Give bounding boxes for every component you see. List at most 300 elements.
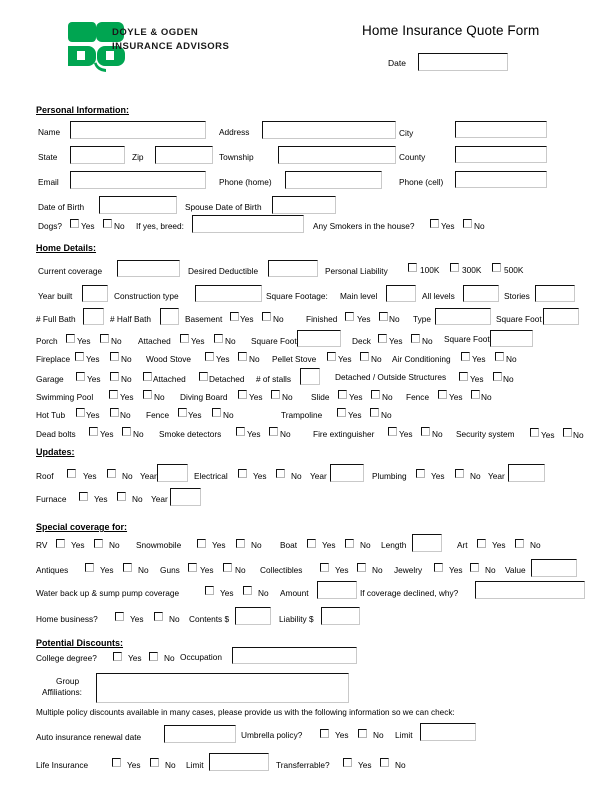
college-degree-no-checkbox[interactable]	[149, 652, 158, 661]
roof-year-label: Year	[140, 471, 157, 481]
dog-breed-input[interactable]	[192, 215, 304, 233]
guns-yes-label: Yes	[200, 565, 214, 575]
security-system-no-label: No	[573, 430, 584, 440]
all-levels-input[interactable]	[463, 285, 499, 302]
liability-300k-checkbox[interactable]	[450, 263, 459, 272]
jewelry-no-label: No	[485, 565, 496, 575]
hot-tub-fence-no-checkbox[interactable]	[212, 408, 221, 417]
boat-length-label: Length	[381, 540, 407, 550]
porch-attached-yes-label: Yes	[191, 336, 205, 346]
outside-structures-yes-label: Yes	[470, 374, 484, 384]
water-backup-no-label: No	[258, 588, 269, 598]
porch-yes-checkbox[interactable]	[66, 334, 75, 343]
security-system-label: Security system	[456, 429, 515, 439]
wood-stove-yes-label: Yes	[216, 354, 230, 364]
transferrable-no-label: No	[395, 760, 406, 770]
main-level-label: Main level	[340, 291, 378, 301]
water-backup-yes-checkbox[interactable]	[205, 586, 214, 595]
basement-yes-label: Yes	[240, 314, 254, 324]
smokers-yes-label: Yes	[441, 221, 455, 231]
finished-no-checkbox[interactable]	[379, 312, 388, 321]
water-backup-label: Water back up & sump pump coverage	[36, 588, 180, 598]
phone-home-label: Phone (home)	[219, 177, 272, 187]
transferrable-yes-label: Yes	[358, 760, 372, 770]
dogs-no-label: No	[114, 221, 125, 231]
life-insurance-yes-label: Yes	[127, 760, 141, 770]
full-bath-label: # Full Bath	[36, 314, 76, 324]
air-conditioning-label: Air Conditioning	[392, 354, 451, 364]
jewelry-yes-label: Yes	[449, 565, 463, 575]
collectibles-label: Collectibles	[260, 565, 303, 575]
dead-bolts-no-checkbox[interactable]	[122, 427, 131, 436]
garage-yes-checkbox[interactable]	[76, 372, 85, 381]
finished-yes-checkbox[interactable]	[345, 312, 354, 321]
business-liability-input[interactable]	[321, 607, 360, 625]
diving-board-label: Diving Board	[180, 392, 228, 402]
porch-no-label: No	[111, 336, 122, 346]
multi-policy-note: Multiple policy discounts available in many cases, please provide us with the following information so we can check:	[36, 708, 455, 717]
college-degree-yes-label: Yes	[128, 653, 142, 663]
boat-yes-label: Yes	[322, 540, 336, 550]
transferrable-no-checkbox[interactable]	[380, 758, 389, 767]
antiques-label: Antiques	[36, 565, 69, 575]
hot-tub-no-checkbox[interactable]	[110, 408, 119, 417]
art-no-label: No	[530, 540, 541, 550]
half-bath-label: # Half Bath	[110, 314, 152, 324]
outside-structures-yes-checkbox[interactable]	[459, 372, 468, 381]
deck-yes-label: Yes	[389, 336, 403, 346]
current-coverage-label: Current coverage	[38, 266, 103, 276]
basement-type-input[interactable]	[435, 308, 491, 325]
ac-no-checkbox[interactable]	[495, 352, 504, 361]
smokers-label: Any Smokers in the house?	[313, 221, 415, 231]
spouse-dob-input[interactable]	[272, 196, 336, 214]
garage-yes-label: Yes	[87, 374, 101, 384]
slide-no-label: No	[382, 392, 393, 402]
contents-input[interactable]	[235, 607, 271, 625]
life-insurance-no-label: No	[165, 760, 176, 770]
snowmobile-no-label: No	[251, 540, 262, 550]
home-business-no-label: No	[169, 614, 180, 624]
fireplace-label: Fireplace	[36, 354, 71, 364]
antiques-yes-label: Yes	[100, 565, 114, 575]
garage-label: Garage	[36, 374, 64, 384]
occupation-label: Occupation	[180, 652, 222, 662]
outside-structures-no-checkbox[interactable]	[493, 372, 502, 381]
zip-label: Zip	[132, 152, 144, 162]
square-footage-label: Square Footage:	[266, 291, 328, 301]
slide-label: Slide	[311, 392, 330, 402]
antiques-yes-checkbox[interactable]	[85, 563, 94, 572]
security-system-no-checkbox[interactable]	[563, 428, 572, 437]
basement-yes-checkbox[interactable]	[230, 312, 239, 321]
fireplace-yes-checkbox[interactable]	[75, 352, 84, 361]
deck-yes-checkbox[interactable]	[378, 334, 387, 343]
hot-tub-fence-yes-checkbox[interactable]	[178, 408, 187, 417]
pool-fence-yes-checkbox[interactable]	[438, 390, 447, 399]
art-yes-label: Yes	[492, 540, 506, 550]
phone-home-input[interactable]	[285, 171, 382, 189]
section-potential-discounts: Potential Discounts:	[36, 638, 124, 648]
wood-stove-yes-checkbox[interactable]	[205, 352, 214, 361]
liability-500k-label: 500K	[504, 265, 524, 275]
plumbing-yes-label: Yes	[431, 471, 445, 481]
jewelry-yes-checkbox[interactable]	[434, 563, 443, 572]
wood-stove-label: Wood Stove	[146, 354, 192, 364]
dogs-yes-label: Yes	[81, 221, 95, 231]
electrical-year-label: Year	[310, 471, 327, 481]
college-degree-label: College degree?	[36, 653, 97, 663]
slide-no-checkbox[interactable]	[371, 390, 380, 399]
furnace-label: Furnace	[36, 494, 67, 504]
group-affiliations-label-line1: Group	[56, 676, 80, 686]
transferrable-yes-checkbox[interactable]	[343, 758, 352, 767]
ac-yes-checkbox[interactable]	[461, 352, 470, 361]
trampoline-no-checkbox[interactable]	[370, 408, 379, 417]
trampoline-no-label: No	[381, 410, 392, 420]
fire-extinguisher-yes-checkbox[interactable]	[388, 427, 397, 436]
email-input[interactable]	[70, 171, 206, 189]
home-business-label: Home business?	[36, 614, 98, 624]
stalls-input[interactable]	[300, 368, 320, 385]
smoke-detectors-no-checkbox[interactable]	[269, 427, 278, 436]
smokers-no-checkbox[interactable]	[463, 219, 472, 228]
hot-tub-fence-no-label: No	[223, 410, 234, 420]
college-degree-yes-checkbox[interactable]	[113, 652, 122, 661]
diving-board-no-label: No	[282, 392, 293, 402]
water-backup-amount-label: Amount	[280, 588, 309, 598]
wood-stove-no-checkbox[interactable]	[238, 352, 247, 361]
rv-label: RV	[36, 540, 48, 550]
smoke-detectors-yes-checkbox[interactable]	[236, 427, 245, 436]
collectibles-no-label: No	[372, 565, 383, 575]
furnace-no-label: No	[132, 494, 143, 504]
roof-label: Roof	[36, 471, 54, 481]
liability-100k-checkbox[interactable]	[408, 263, 417, 272]
pool-yes-checkbox[interactable]	[109, 390, 118, 399]
personal-liability-label: Personal Liability	[325, 266, 388, 276]
hot-tub-fence-yes-label: Yes	[188, 410, 202, 420]
home-business-yes-label: Yes	[130, 614, 144, 624]
address-label: Address	[219, 127, 250, 137]
dob-input[interactable]	[99, 196, 177, 214]
garage-detached-label: Detached	[209, 374, 245, 384]
umbrella-yes-checkbox[interactable]	[320, 729, 329, 738]
basement-sqft-label: Square Foot	[496, 314, 542, 324]
jewelry-label: Jewelry	[394, 565, 423, 575]
dob-label: Date of Birth	[38, 202, 85, 212]
life-insurance-no-checkbox[interactable]	[150, 758, 159, 767]
fire-extinguisher-no-checkbox[interactable]	[421, 427, 430, 436]
full-bath-input[interactable]	[83, 308, 104, 325]
art-no-checkbox[interactable]	[515, 539, 524, 548]
dogs-label: Dogs?	[38, 221, 62, 231]
trampoline-label: Trampoline	[281, 410, 323, 420]
furnace-yes-label: Yes	[94, 494, 108, 504]
contents-label: Contents $	[189, 614, 230, 624]
state-input[interactable]	[70, 146, 125, 164]
auto-renewal-input[interactable]	[164, 725, 236, 743]
roof-year-input[interactable]	[157, 464, 188, 482]
porch-label: Porch	[36, 336, 58, 346]
electrical-no-checkbox[interactable]	[276, 469, 285, 478]
construction-type-label: Construction type	[114, 291, 179, 301]
roof-no-checkbox[interactable]	[107, 469, 116, 478]
pool-fence-no-label: No	[481, 392, 492, 402]
ac-no-label: No	[506, 354, 517, 364]
pool-fence-label: Fence	[406, 392, 430, 402]
smokers-no-label: No	[474, 221, 485, 231]
plumbing-yes-checkbox[interactable]	[416, 469, 425, 478]
current-coverage-input[interactable]	[117, 260, 180, 277]
porch-no-checkbox[interactable]	[100, 334, 109, 343]
guns-no-checkbox[interactable]	[223, 563, 232, 572]
plumbing-year-input[interactable]	[508, 464, 545, 482]
smoke-detectors-yes-label: Yes	[247, 429, 261, 439]
address-input[interactable]	[262, 121, 396, 139]
occupation-input[interactable]	[232, 647, 357, 664]
phone-cell-input[interactable]	[455, 171, 547, 188]
county-input[interactable]	[455, 146, 547, 163]
page-title: Home Insurance Quote Form	[362, 23, 540, 38]
dead-bolts-label: Dead bolts	[36, 429, 76, 439]
spouse-dob-label: Spouse Date of Birth	[185, 202, 262, 212]
fireplace-no-checkbox[interactable]	[110, 352, 119, 361]
date-input[interactable]	[418, 53, 508, 71]
pool-no-checkbox[interactable]	[143, 390, 152, 399]
dog-breed-label: If yes, breed:	[136, 221, 184, 231]
porch-sqft-input[interactable]	[297, 330, 341, 347]
section-home-details: Home Details:	[36, 243, 97, 253]
umbrella-no-checkbox[interactable]	[358, 729, 367, 738]
snowmobile-yes-checkbox[interactable]	[197, 539, 206, 548]
basement-no-checkbox[interactable]	[262, 312, 271, 321]
business-liability-label: Liability $	[279, 614, 314, 624]
deck-sqft-input[interactable]	[490, 330, 533, 347]
brand-line-1: DOYLE & OGDEN	[112, 27, 199, 38]
dead-bolts-yes-checkbox[interactable]	[89, 427, 98, 436]
art-label: Art	[457, 540, 468, 550]
furnace-yes-checkbox[interactable]	[79, 492, 88, 501]
finished-no-label: No	[389, 314, 400, 324]
snowmobile-label: Snowmobile	[136, 540, 182, 550]
art-yes-checkbox[interactable]	[477, 539, 486, 548]
state-label: State	[38, 152, 58, 162]
jewelry-no-checkbox[interactable]	[470, 563, 479, 572]
guns-label: Guns	[160, 565, 180, 575]
trampoline-yes-checkbox[interactable]	[337, 408, 346, 417]
basement-no-label: No	[273, 314, 284, 324]
life-limit-label: Limit	[186, 760, 204, 770]
garage-attached-checkbox[interactable]	[143, 372, 152, 381]
fireplace-yes-label: Yes	[86, 354, 100, 364]
collectibles-yes-checkbox[interactable]	[320, 563, 329, 572]
year-built-input[interactable]	[82, 285, 108, 302]
home-business-yes-checkbox[interactable]	[115, 612, 124, 621]
umbrella-no-label: No	[373, 730, 384, 740]
city-label: City	[399, 128, 414, 138]
main-level-input[interactable]	[386, 285, 416, 302]
diving-board-yes-label: Yes	[249, 392, 263, 402]
dead-bolts-yes-label: Yes	[100, 429, 114, 439]
furnace-no-checkbox[interactable]	[117, 492, 126, 501]
finished-yes-label: Yes	[357, 314, 371, 324]
liability-500k-checkbox[interactable]	[492, 263, 501, 272]
brand-wordmark	[112, 26, 229, 54]
outside-structures-label: Detached / Outside Structures	[335, 372, 447, 382]
diving-board-no-checkbox[interactable]	[271, 390, 280, 399]
outside-structures-no-label: No	[503, 374, 514, 384]
ac-yes-label: Yes	[472, 354, 486, 364]
auto-renewal-label: Auto insurance renewal date	[36, 732, 142, 742]
dogs-no-checkbox[interactable]	[103, 219, 112, 228]
life-insurance-yes-checkbox[interactable]	[112, 758, 121, 767]
pellet-stove-no-label: No	[371, 354, 382, 364]
electrical-year-input[interactable]	[330, 464, 364, 482]
porch-attached-label: Attached	[138, 336, 171, 346]
trampoline-yes-label: Yes	[348, 410, 362, 420]
township-label: Township	[219, 152, 254, 162]
pool-fence-yes-label: Yes	[449, 392, 463, 402]
phone-cell-label: Phone (cell)	[399, 177, 444, 187]
life-limit-input[interactable]	[209, 753, 269, 771]
all-levels-label: All levels	[422, 291, 455, 301]
basement-type-label: Type	[413, 314, 431, 324]
liability-100k-label: 100K	[420, 265, 440, 275]
stories-input[interactable]	[535, 285, 575, 302]
name-input[interactable]	[70, 121, 206, 139]
snowmobile-no-checkbox[interactable]	[236, 539, 245, 548]
dogs-yes-checkbox[interactable]	[70, 219, 79, 228]
garage-detached-checkbox[interactable]	[199, 372, 208, 381]
smoke-detectors-label: Smoke detectors	[159, 429, 222, 439]
fireplace-no-label: No	[121, 354, 132, 364]
city-input[interactable]	[455, 121, 547, 138]
zip-input[interactable]	[155, 146, 213, 164]
construction-type-input[interactable]	[195, 285, 262, 302]
rv-no-checkbox[interactable]	[94, 539, 103, 548]
plumbing-label: Plumbing	[372, 471, 407, 481]
pellet-stove-no-checkbox[interactable]	[360, 352, 369, 361]
roof-yes-checkbox[interactable]	[67, 469, 76, 478]
electrical-no-label: No	[291, 471, 302, 481]
dead-bolts-no-label: No	[133, 429, 144, 439]
hot-tub-label: Hot Tub	[36, 410, 66, 420]
stories-label: Stories	[504, 291, 530, 301]
swimming-pool-label: Swimming Pool	[36, 392, 94, 402]
water-backup-amount-input[interactable]	[317, 581, 357, 599]
pellet-stove-yes-label: Yes	[338, 354, 352, 364]
pool-fence-no-checkbox[interactable]	[471, 390, 480, 399]
rv-yes-label: Yes	[71, 540, 85, 550]
deck-label: Deck	[352, 336, 371, 346]
porch-sqft-label: Square Foot	[251, 336, 297, 346]
date-label: Date	[388, 58, 406, 68]
college-degree-no-label: No	[164, 653, 175, 663]
coverage-declined-label: If coverage declined, why?	[360, 588, 459, 598]
electrical-yes-checkbox[interactable]	[238, 469, 247, 478]
coverage-declined-input[interactable]	[475, 581, 585, 599]
diving-board-yes-checkbox[interactable]	[238, 390, 247, 399]
security-system-yes-checkbox[interactable]	[530, 428, 539, 437]
guns-yes-checkbox[interactable]	[188, 563, 197, 572]
transferrable-label: Transferrable?	[276, 760, 330, 770]
porch-attached-no-checkbox[interactable]	[214, 334, 223, 343]
deck-no-checkbox[interactable]	[411, 334, 420, 343]
life-insurance-label: Life Insurance	[36, 760, 89, 770]
fire-extinguisher-no-label: No	[432, 429, 443, 439]
half-bath-input[interactable]	[160, 308, 179, 325]
boat-yes-checkbox[interactable]	[307, 539, 316, 548]
electrical-label: Electrical	[194, 471, 228, 481]
boat-no-label: No	[360, 540, 371, 550]
name-label: Name	[38, 127, 61, 137]
rv-yes-checkbox[interactable]	[56, 539, 65, 548]
deck-no-label: No	[422, 336, 433, 346]
roof-yes-label: Yes	[83, 471, 97, 481]
county-label: County	[399, 152, 426, 162]
desired-deductible-input[interactable]	[268, 260, 318, 277]
umbrella-yes-label: Yes	[335, 730, 349, 740]
wood-stove-no-label: No	[249, 354, 260, 364]
fire-extinguisher-yes-label: Yes	[399, 429, 413, 439]
roof-no-label: No	[122, 471, 133, 481]
umbrella-limit-input[interactable]	[420, 723, 476, 741]
garage-no-label: No	[121, 374, 132, 384]
home-business-no-checkbox[interactable]	[154, 612, 163, 621]
plumbing-no-label: No	[470, 471, 481, 481]
plumbing-no-checkbox[interactable]	[455, 469, 464, 478]
brand-line-2: INSURANCE ADVISORS	[112, 40, 230, 52]
furnace-year-label: Year	[151, 494, 168, 504]
porch-attached-yes-checkbox[interactable]	[180, 334, 189, 343]
slide-yes-checkbox[interactable]	[338, 390, 347, 399]
water-backup-no-checkbox[interactable]	[243, 586, 252, 595]
hot-tub-fence-label: Fence	[146, 410, 170, 420]
rv-no-label: No	[109, 540, 120, 550]
water-backup-yes-label: Yes	[220, 588, 234, 598]
boat-no-checkbox[interactable]	[345, 539, 354, 548]
furnace-year-input[interactable]	[170, 488, 201, 506]
liability-300k-label: 300K	[462, 265, 482, 275]
slide-yes-label: Yes	[349, 392, 363, 402]
pool-yes-label: Yes	[120, 392, 134, 402]
hot-tub-yes-label: Yes	[86, 410, 100, 420]
hot-tub-yes-checkbox[interactable]	[76, 408, 85, 417]
boat-label: Boat	[280, 540, 298, 550]
porch-attached-no-label: No	[225, 336, 236, 346]
desired-deductible-label: Desired Deductible	[188, 266, 259, 276]
year-built-label: Year built	[38, 291, 73, 301]
basement-label: Basement	[185, 314, 223, 324]
boat-length-input[interactable]	[412, 534, 442, 552]
collectibles-yes-label: Yes	[335, 565, 349, 575]
umbrella-limit-label: Limit	[395, 730, 413, 740]
collectibles-no-checkbox[interactable]	[357, 563, 366, 572]
pellet-stove-yes-checkbox[interactable]	[327, 352, 336, 361]
group-affiliations-label-line2: Affiliations:	[42, 687, 82, 697]
antiques-no-checkbox[interactable]	[123, 563, 132, 572]
section-updates: Updates:	[36, 447, 75, 457]
group-affiliations-input[interactable]	[96, 673, 349, 703]
jewelry-value-input[interactable]	[531, 559, 577, 577]
hot-tub-no-label: No	[120, 410, 131, 420]
basement-sqft-input[interactable]	[543, 308, 579, 325]
garage-no-checkbox[interactable]	[110, 372, 119, 381]
guns-no-label: No	[235, 565, 246, 575]
smokers-yes-checkbox[interactable]	[430, 219, 439, 228]
township-input[interactable]	[278, 146, 396, 164]
